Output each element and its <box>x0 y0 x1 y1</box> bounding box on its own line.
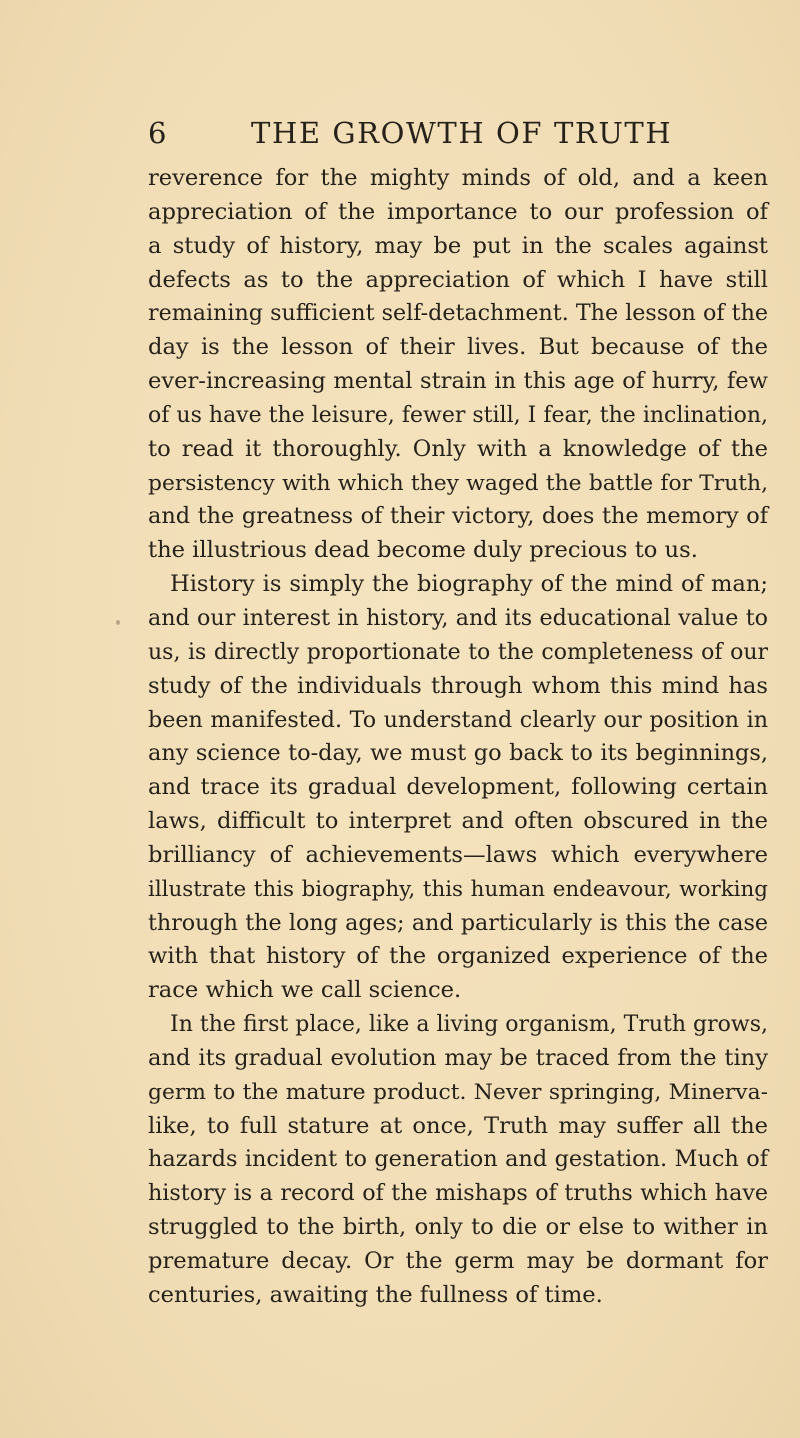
text-line: illustrate this biography, this human endeavour, working <box>148 876 768 902</box>
text-line: and trace its gradual development, following certain <box>148 774 768 801</box>
running-head: THE GROWTH OF TRUTH <box>251 116 673 150</box>
text-line: centuries, awaiting the fullness of time. <box>148 1281 603 1308</box>
text-line: persistency with which they waged the battle for Truth, <box>148 470 768 496</box>
text-line: brilliancy of achievements—laws which everywhere <box>148 841 768 868</box>
text-line: germ to the mature product. Never springing, Minerva- <box>148 1079 768 1105</box>
text-line: ever-increasing mental strain in this age of hurry, few <box>148 368 768 395</box>
text-line: struggled to the birth, only to die or else to wither in <box>148 1214 768 1241</box>
text-line: and the greatness of their victory, does the memory of <box>148 503 768 530</box>
text-line: premature decay. Or the germ may be dormant for <box>148 1248 768 1274</box>
body-text <box>148 162 768 1313</box>
text-line: through the long ages; and particularly is this the case <box>148 909 768 936</box>
text-line: with that history of the organized experience of the <box>148 943 768 970</box>
page-number: 6 <box>148 116 167 150</box>
text-line: a study of history, may be put in the scales against <box>148 232 768 259</box>
text-line: any science to-day, we must go back to its beginnings, <box>148 740 768 767</box>
text-line: and its gradual evolution may be traced from the tiny <box>148 1044 768 1071</box>
text-line: to read it thoroughly. Only with a knowledge of the <box>148 435 768 462</box>
text-line: us, is directly proportionate to the completeness of our <box>148 639 768 665</box>
text-line: In the first place, like a living organism, Truth grows, <box>170 1012 768 1038</box>
paper-speck <box>116 620 120 625</box>
text-line: history is a record of the mishaps of truths which have <box>148 1180 768 1207</box>
text-line: laws, difficult to interpret and often obscured in the <box>148 808 768 835</box>
text-line: reverence for the mighty minds of old, and a keen <box>148 165 768 191</box>
text-line: defects as to the appreciation of which I have still <box>148 266 768 293</box>
text-line: hazards incident to generation and gestation. Much of <box>148 1146 768 1173</box>
text-line: and our interest in history, and its educational value to <box>148 604 768 631</box>
text-line: race which we call science. <box>148 977 462 1004</box>
text-line: appreciation of the importance to our profession of <box>148 198 768 225</box>
text-line: like, to full stature at once, Truth may suffer all the <box>148 1112 768 1139</box>
text-line: of us have the leisure, fewer still, I fear, the inclination, <box>148 402 768 428</box>
page-header <box>148 113 768 157</box>
text-line: the illustrious dead become duly precious to us. <box>148 537 698 564</box>
text-line: been manifested. To understand clearly our position in <box>148 706 768 733</box>
text-line: study of the individuals through whom this mind has <box>148 672 768 699</box>
text-line: History is simply the biography of the mind of man; <box>170 571 768 598</box>
text-line: day is the lesson of their lives. But because of the <box>148 334 768 361</box>
text-line: remaining sufficient self-detachment. The lesson of the <box>148 300 768 327</box>
